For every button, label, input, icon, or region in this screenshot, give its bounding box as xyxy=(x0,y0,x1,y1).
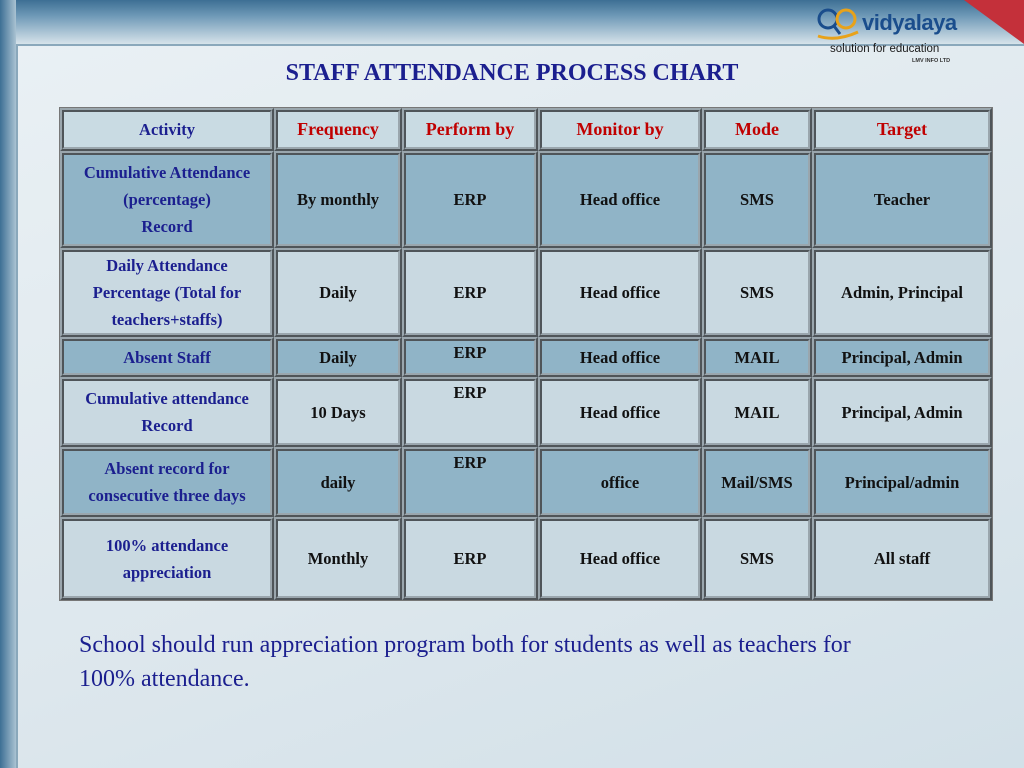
cell-monitor-by: Head office xyxy=(538,151,702,248)
cell-monitor-by: Head office xyxy=(538,377,702,447)
activity-line: consecutive three days xyxy=(88,486,246,505)
table-row xyxy=(60,337,992,377)
activity-line: Daily Attendance xyxy=(106,256,228,275)
cell-perform-by: ERP xyxy=(402,151,538,248)
cell-activity xyxy=(60,517,274,600)
cell-frequency: By monthly xyxy=(274,151,402,248)
cell-target: Admin, Principal xyxy=(812,248,992,337)
activity-line: teachers+staffs) xyxy=(111,310,223,329)
cell-monitor-by: Head office xyxy=(538,337,702,377)
cell-target: Teacher xyxy=(812,151,992,248)
cell-monitor-by: Head office xyxy=(538,248,702,337)
activity-line: 100% attendance xyxy=(105,535,229,555)
cell-mode: SMS xyxy=(702,248,812,337)
cell-target: Principal, Admin xyxy=(812,337,992,377)
cell-frequency: Daily xyxy=(274,248,402,337)
cell-perform-by: ERP xyxy=(402,517,538,600)
header-perform-by: Perform by xyxy=(402,108,538,151)
cell-frequency: 10 Days xyxy=(274,377,402,447)
table-row xyxy=(60,517,992,600)
cell-target: Principal, Admin xyxy=(812,377,992,447)
cell-mode: Mail/SMS xyxy=(702,447,812,517)
magnifier-logo-icon xyxy=(814,6,860,40)
header-frequency: Frequency xyxy=(274,108,402,151)
footer-note: School should run appreciation program both for students as well as teachers for 100% attendance. xyxy=(79,632,851,692)
cell-mode: MAIL xyxy=(702,337,812,377)
cell-target: All staff xyxy=(812,517,992,600)
slide-left-frame xyxy=(0,0,16,768)
cell-monitor-by: office xyxy=(538,447,702,517)
cell-perform-by: ERP xyxy=(402,337,538,377)
table-row xyxy=(60,377,992,447)
company-logo xyxy=(812,4,972,66)
logo-wordmark: vidyalaya xyxy=(862,10,957,35)
cell-monitor-by: Head office xyxy=(538,517,702,600)
logo-company: LMV INFO LTD xyxy=(912,58,951,64)
logo-tagline: solution for education xyxy=(830,43,940,55)
header-monitor-by: Monitor by xyxy=(538,108,702,151)
cell-frequency: Monthly xyxy=(274,517,402,600)
attendance-process-table xyxy=(59,107,993,601)
table-header-row xyxy=(60,108,992,151)
cell-perform-by: ERP xyxy=(402,377,538,447)
activity-line: Record xyxy=(141,217,193,236)
activity-line: Cumulative attendance xyxy=(85,389,249,408)
activity-line: Record xyxy=(141,416,193,435)
activity-line: Absent Staff xyxy=(123,347,211,367)
cell-activity xyxy=(60,248,274,337)
table-row xyxy=(60,447,992,517)
cell-target: Principal/admin xyxy=(812,447,992,517)
table-row xyxy=(60,248,992,337)
cell-mode: SMS xyxy=(702,517,812,600)
activity-line: Cumulative Attendance xyxy=(83,163,251,182)
cell-activity xyxy=(60,377,274,447)
cell-perform-by: ERP xyxy=(402,447,538,517)
header-activity: Activity xyxy=(60,108,274,151)
activity-line: (percentage) xyxy=(123,190,211,209)
cell-frequency: Daily xyxy=(274,337,402,377)
header-mode: Mode xyxy=(702,108,812,151)
cell-mode: SMS xyxy=(702,151,812,248)
activity-line: Percentage (Total for xyxy=(92,283,242,302)
table-row xyxy=(60,151,992,248)
activity-line: appreciation xyxy=(122,562,212,582)
cell-mode: MAIL xyxy=(702,377,812,447)
page-title: STAFF ATTENDANCE PROCESS CHART xyxy=(285,60,739,86)
cell-perform-by: ERP xyxy=(402,248,538,337)
cell-frequency: daily xyxy=(274,447,402,517)
cell-activity xyxy=(60,447,274,517)
corner-accent xyxy=(964,0,1024,44)
cell-activity xyxy=(60,151,274,248)
cell-activity xyxy=(60,337,274,377)
activity-line: Absent record for xyxy=(104,459,230,478)
header-target: Target xyxy=(812,108,992,151)
